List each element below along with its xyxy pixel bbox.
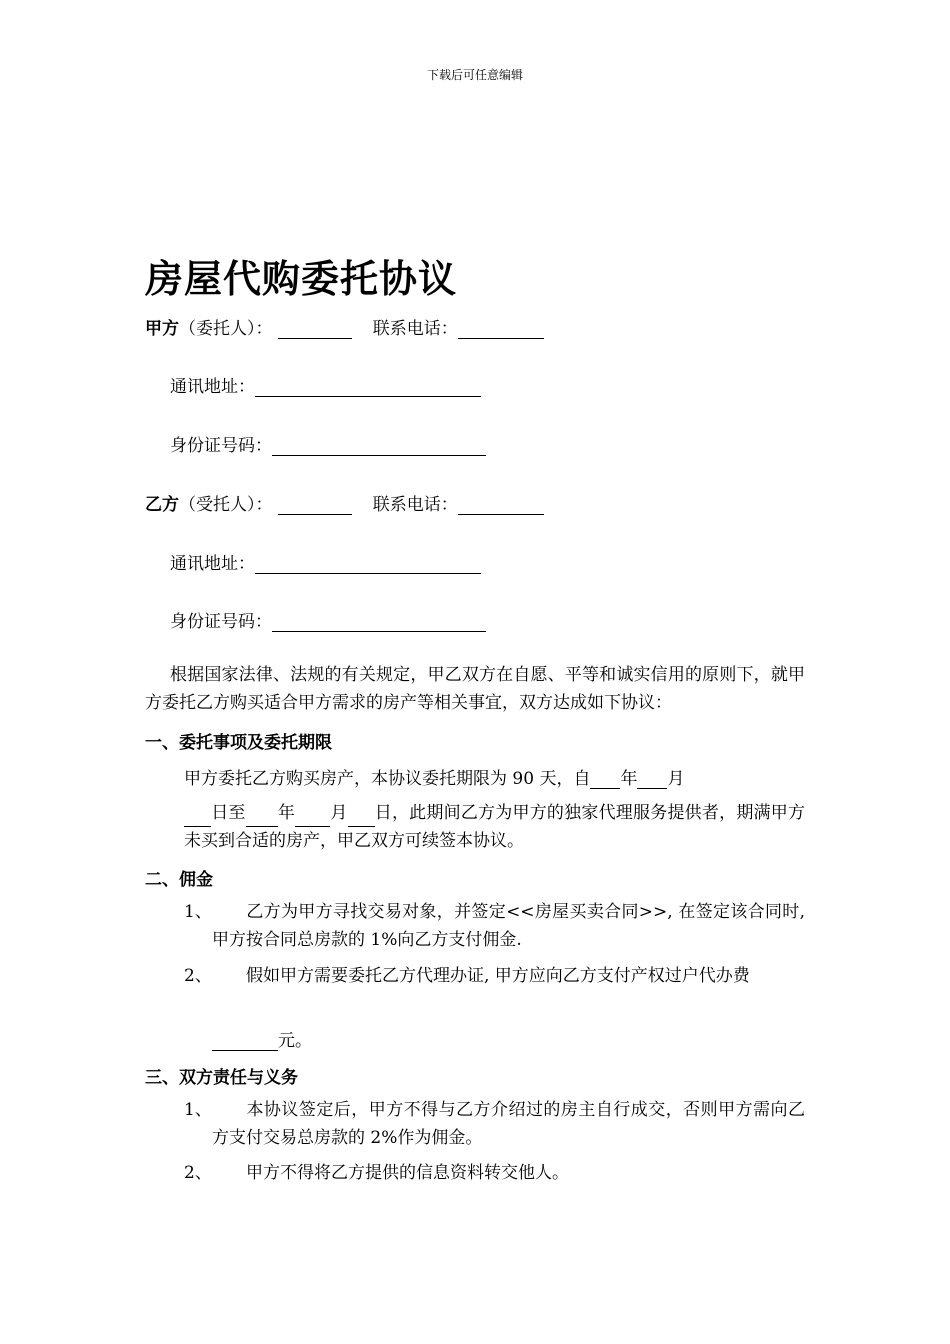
header-note: 下载后可任意编辑 (426, 68, 523, 82)
party-b-id-field[interactable] (272, 613, 486, 632)
month-label: 月 (667, 769, 685, 789)
party-a-name-field[interactable] (278, 320, 352, 339)
party-b-name-field[interactable] (278, 496, 352, 515)
end-year-field[interactable] (246, 808, 278, 827)
section2-item2-text: 假如甲方需要委托乙方代理办证, 甲方应向乙方支付产权过户代办费 (246, 966, 750, 986)
year-label: 年 (620, 769, 638, 789)
fee-unit: 元。 (278, 1031, 312, 1051)
section2-fee-line (212, 1026, 312, 1051)
end-month-field[interactable] (295, 808, 330, 827)
agency-fee-field[interactable] (212, 1032, 278, 1051)
party-a-id-line (170, 431, 486, 456)
party-b-id-line (170, 607, 486, 632)
party-a-phone-field[interactable] (458, 320, 544, 339)
section2-item1 (184, 898, 805, 954)
section2-item1-text: 乙方为甲方寻找交易对象，并签定<<房屋买卖合同>>, 在签定该合同时, 甲方按合同总房款的 1%向乙方支付佣金. (212, 902, 805, 950)
section1-text-a: 甲方委托乙方购买房产，本协议委托期限为 90 天，自 (184, 769, 591, 789)
party-a-id-field[interactable] (272, 437, 486, 456)
section3-item2 (184, 1159, 805, 1187)
party-b-label: 乙方 (145, 495, 179, 515)
section3-item1-num: 1、 (184, 1100, 212, 1120)
party-a-role: （委托人）： (179, 319, 273, 339)
end-year-label: 年 (277, 803, 296, 823)
day-to-label: 日至 (211, 803, 246, 823)
section3-item1 (184, 1096, 805, 1152)
end-day-field[interactable] (348, 808, 375, 827)
start-year-field[interactable] (590, 770, 620, 789)
party-b-id-label: 身份证号码： (170, 612, 272, 632)
party-b-address-line (170, 549, 481, 574)
party-b-address-field[interactable] (255, 555, 481, 574)
party-a-line (145, 314, 544, 339)
party-a-id-label: 身份证号码： (170, 436, 272, 456)
section1-heading: 一、委托事项及委托期限 (145, 733, 332, 753)
party-b-role: （受托人）： (179, 495, 273, 515)
section1-rest-text: 日，此期间乙方为甲方的独家代理服务提供者，期满甲方未买到合适的房产，甲乙双方可续签本协议。 (184, 803, 805, 851)
end-month-label: 月 (330, 803, 348, 823)
section3-item2-text: 甲方不得将乙方提供的信息资料转交他人。 (246, 1163, 569, 1183)
section3-item1-text: 本协议签定后，甲方不得与乙方介绍过的房主自行成交，否则甲方需向乙方支付交易总房款的 2%作为佣金。 (212, 1100, 805, 1148)
start-month-field[interactable] (637, 770, 667, 789)
document-title: 房屋代购委托协议 (145, 257, 458, 301)
section1-line2 (184, 799, 805, 855)
section3-heading: 三、双方责任与义务 (145, 1068, 298, 1088)
party-a-address-line (170, 372, 481, 397)
party-b-line (145, 490, 544, 515)
section2-item1-num: 1、 (184, 902, 212, 922)
party-a-phone-label: 联系电话： (372, 319, 458, 339)
party-a-address-label: 通讯地址： (170, 377, 255, 397)
party-b-phone-field[interactable] (458, 496, 544, 515)
section2-heading: 二、佣金 (145, 870, 213, 890)
section2-item2-num: 2、 (184, 966, 212, 986)
section2-item2 (184, 962, 805, 990)
section3-item2-num: 2、 (184, 1163, 212, 1183)
start-day-field[interactable] (184, 808, 211, 827)
party-b-address-label: 通讯地址： (170, 554, 255, 574)
party-a-label: 甲方 (145, 319, 179, 339)
party-b-phone-label: 联系电话： (372, 495, 458, 515)
intro-paragraph: 根据国家法律、法规的有关规定，甲乙双方在自愿、平等和诚实信用的原则下，就甲方委托乙方购买适合甲方需求的房产等相关事宜，双方达成如下协议： (145, 665, 805, 713)
section1-line1 (184, 764, 684, 789)
party-a-address-field[interactable] (255, 378, 481, 397)
